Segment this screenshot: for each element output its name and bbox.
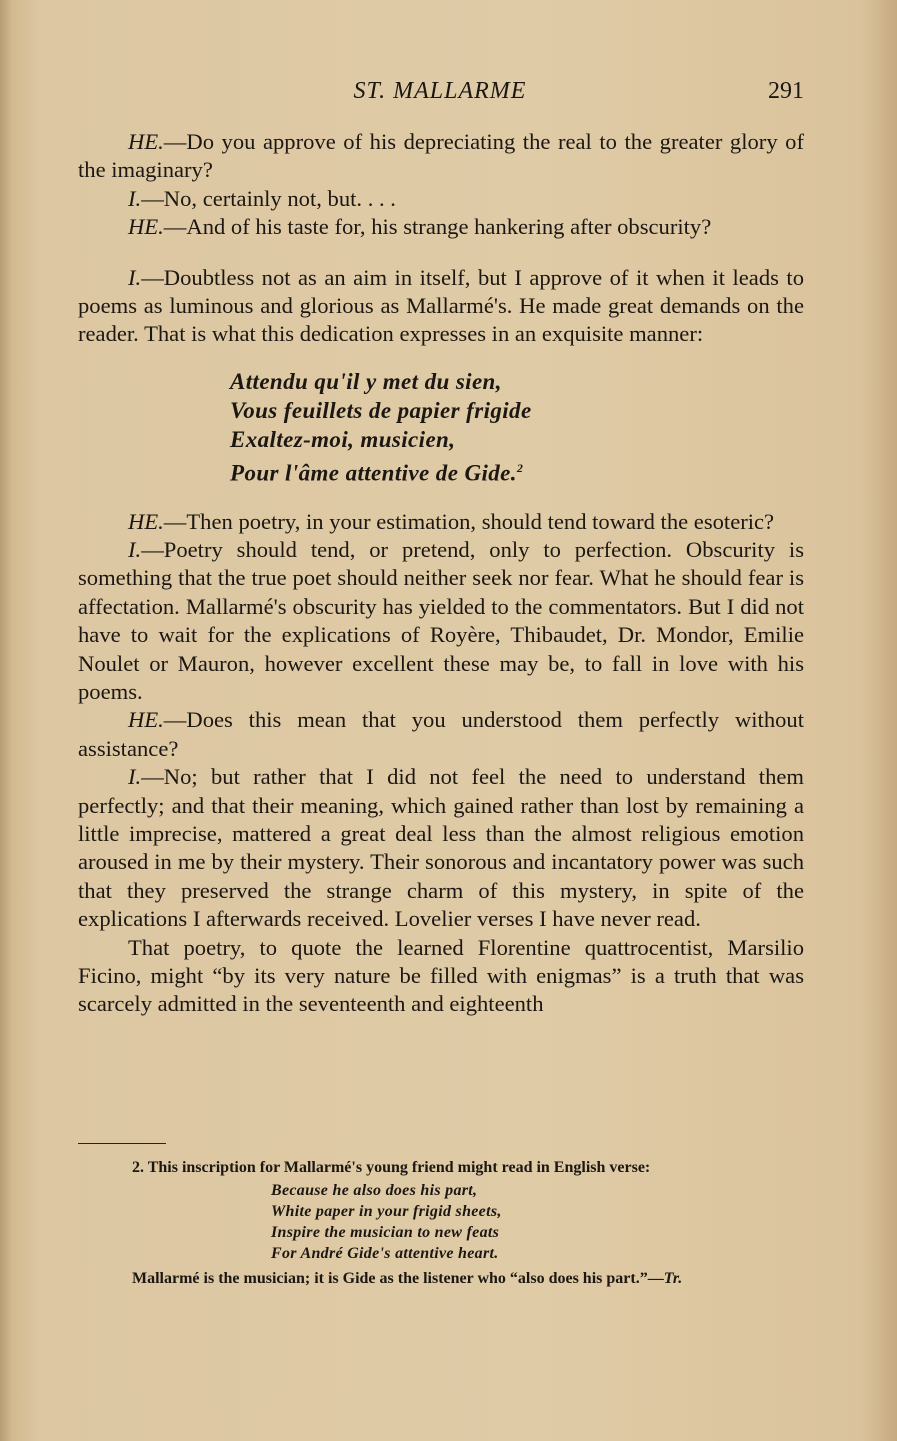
speaker-label: I. [128,536,142,562]
speaker-label: HE. [128,707,164,733]
paragraph-text: —Does this mean that you understood them perfectly without assistance? [78,707,804,761]
footnote-closing-text: Mallarmé is the musician; it is Gide as the listener who “also does his part.”— [132,1270,664,1287]
speaker-label: HE. [128,508,164,534]
paragraph-text: That poetry, to quote the learned Florentine quattrocentist, Marsilio Ficino, might “by its very nature be filled with enigmas” is a truth that was scarcely admitted in the seventeenth and eighteenth [78,934,804,1017]
paragraph-text: —No, certainly not, but. . . . [141,185,396,211]
running-title: ST. MALLARME [353,78,527,104]
speaker-label: I. [128,185,142,211]
dialogue-paragraph [78,706,804,763]
dialogue-paragraph [78,213,804,241]
verse-line: Vous feuillets de papier frigide [230,397,532,423]
speaker-label: HE. [128,214,164,240]
dialogue-paragraph [78,264,804,349]
dialogue-paragraph [78,185,804,213]
footnote [78,1157,804,1289]
verse-line: Exaltez-moi, musicien, [230,426,456,452]
translator-mark: Tr. [663,1270,683,1287]
paragraph-text: —Do you approve of his depreciating the real to the greater glory of the imaginary? [78,129,804,183]
paragraph-text: —Doubtless not as an aim in itself, but I approve of it when it leads to poems as luminous and glorious as Mallarmé's. He made great demands on the reader. That is what this dedication expresses in an exquisite manner: [78,264,804,347]
footnote-verse-line: White paper in your frigid sheets, [271,1203,502,1220]
footnote-verse-line: For André Gide's attentive heart. [271,1245,499,1262]
speaker-label: I. [128,264,142,290]
body-text [78,128,804,1019]
prose-paragraph [78,934,804,1019]
paragraph-text: —Poetry should tend, or pretend, only to perfection. Obscurity is something that the true poet should neither seek nor fear. What he should fear is affectation. Mallarmé's obscurity has yielded to the commentators. But I did not have to wait for the explications of Royère, Thibaudet, Dr. Mondor, Emilie Noulet or Mauron, however excellent these may be, to fall in love with his poems. [78,536,804,704]
footnote-divider [78,1143,166,1144]
verse-quotation [230,367,804,488]
footnote-closing [78,1268,804,1289]
dialogue-paragraph [78,128,804,185]
paragraph-text: —Then poetry, in your estimation, should tend toward the esoteric? [163,508,775,534]
page-number: 291 [768,78,804,104]
running-head [76,78,804,112]
footnote-verse [271,1180,804,1264]
footnote-intro: 2. This inscription for Mallarmé's young friend might read in English verse: [132,1159,651,1176]
verse-line [230,454,804,488]
speaker-label: HE. [128,129,164,154]
verse-line: Attendu qu'il y met du sien, [230,368,502,394]
dialogue-paragraph [78,536,804,706]
dialogue-paragraph [78,508,804,536]
speaker-label: I. [128,764,142,790]
paragraph-text: —And of his taste for, his strange hankering after obscurity? [163,214,712,240]
dialogue-paragraph [78,763,804,933]
footnote-reference: 2 [516,460,524,475]
footnote-verse-line: Because he also does his part, [271,1182,478,1199]
paragraph-text: —No; but rather that I did not feel the need to understand them perfectly; and that their meaning, which gained rather than lost by remaining a little imprecise, mattered a great deal less than the almost religious emotion aroused in me by their mystery. Their sonorous and incantatory power was such that they preserved the strange charm of this mystery, in spite of the explications I afterwards received. Lovelier verses I have never read. [78,764,804,932]
verse-line-text: Pour l'âme attentive de Gide. [230,460,517,486]
footnote-verse-line: Inspire the musician to new feats [271,1224,500,1241]
